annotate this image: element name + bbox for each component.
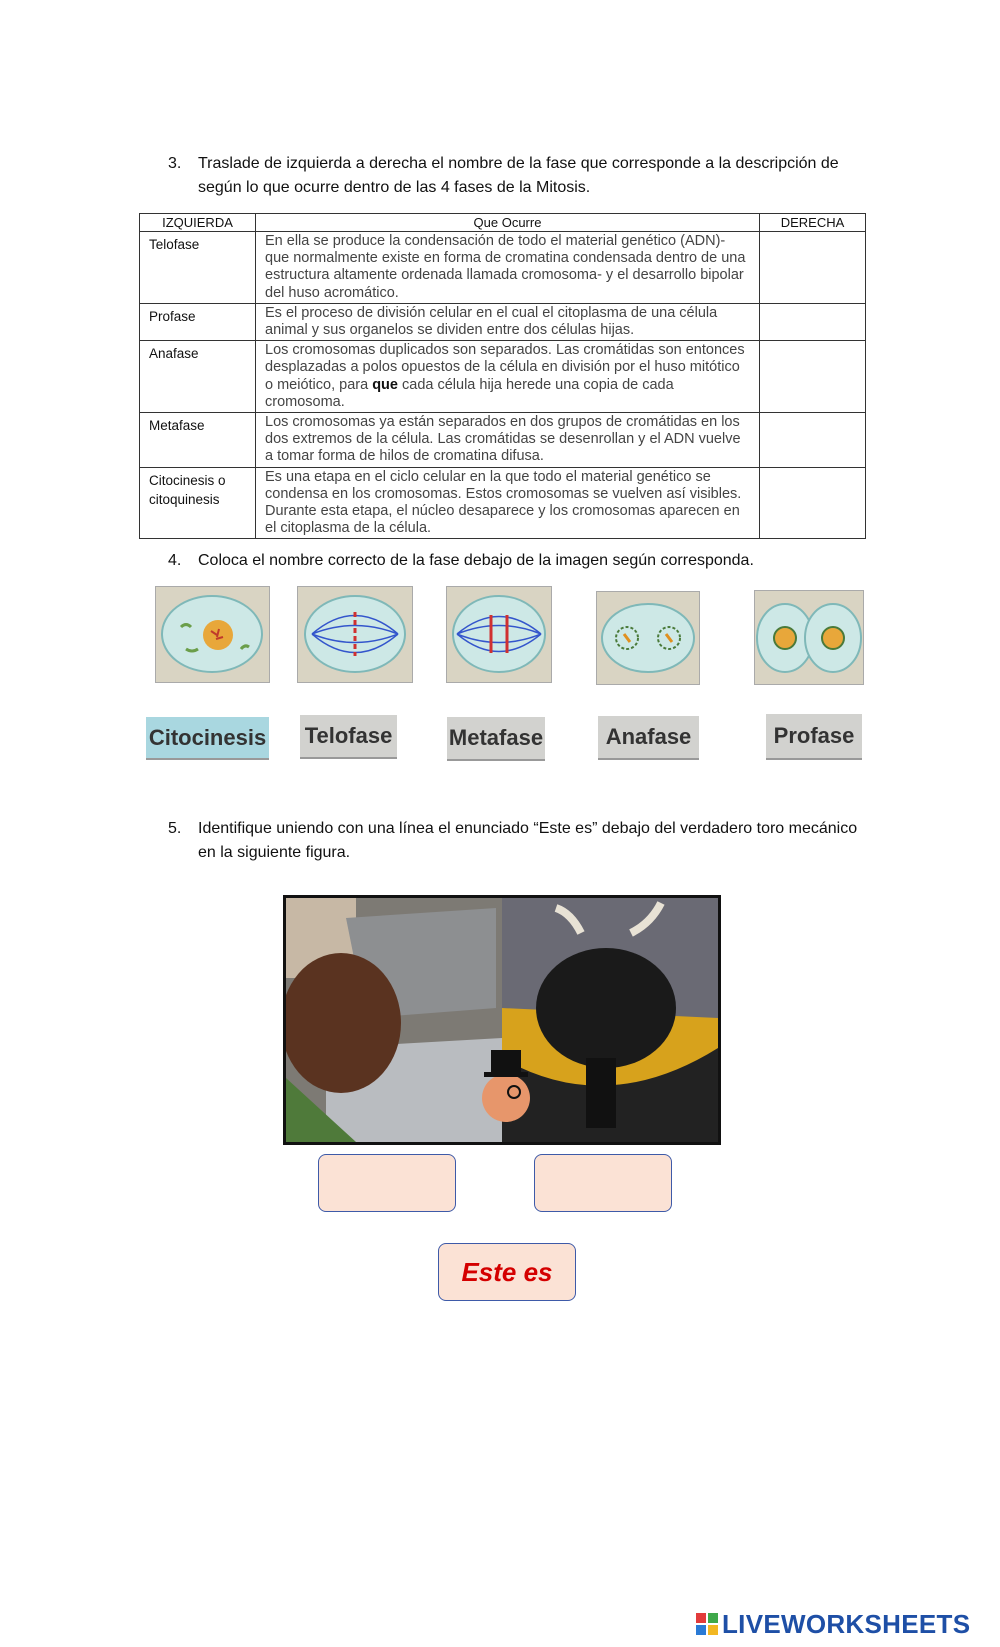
- description-cell: [256, 341, 760, 413]
- question-4: [168, 549, 868, 573]
- answer-cell[interactable]: [760, 303, 866, 340]
- question-3: [168, 152, 868, 200]
- left-cell: Metafase: [140, 413, 256, 468]
- brand-name: LIVEWORKSHEETS: [722, 1608, 971, 1639]
- description-cell: Los cromosomas ya están separados en dos grupos de cromátidas en los dos extremos de la célula. Las cromátidas se desenrollan y el ADN vuelve a tomar forma de hilos de cromatina difusa.: [256, 413, 760, 468]
- question-4-number: 4.: [168, 552, 182, 569]
- bull-photo: [283, 895, 721, 1145]
- cell-telophase-icon: [597, 592, 699, 684]
- question-3-text: Traslade de izquierda a derecha el nombre de la fase que corresponde a la descripción de según lo que ocurre dentro de las 4 fases de la Mitosis.: [198, 155, 839, 196]
- label-tile-4[interactable]: Anafase: [598, 716, 699, 760]
- answer-cell[interactable]: [760, 341, 866, 413]
- description-bold: que: [372, 376, 398, 393]
- label-tile-1[interactable]: Citocinesis: [146, 717, 269, 760]
- liveworksheets-logo-icon: [696, 1613, 718, 1635]
- cell-image-5: [754, 590, 864, 685]
- cell-cytokinesis-icon: [755, 591, 863, 684]
- label-tile-5[interactable]: Profase: [766, 714, 862, 760]
- label-tile-2[interactable]: Telofase: [300, 715, 397, 759]
- table-row: [140, 303, 866, 340]
- drop-box-left[interactable]: [318, 1154, 456, 1212]
- phase-table: [139, 213, 866, 539]
- brand-footer: [696, 1610, 970, 1638]
- cell-prophase-icon: [156, 587, 269, 682]
- left-cell: Telofase: [140, 232, 256, 304]
- table-row: [140, 413, 866, 468]
- left-cell: Anafase: [140, 341, 256, 413]
- table-row: [140, 341, 866, 413]
- description-text: cada célula hija herede una copia de cada cromosoma.: [265, 376, 674, 410]
- label-tile-3[interactable]: Metafase: [447, 717, 545, 761]
- description-cell: En ella se produce la condensación de todo el material genético (ADN)- que normalmente existe en forma de cromatina condensada dentro de una estructura altamente ordenada llamada cromosoma- y el desarrollo bipolar del huso acromático.: [256, 232, 760, 304]
- question-5-text: Identifique uniendo con una línea el enunciado “Este es” debajo del verdadero toro mecánico en la siguiente figura.: [198, 820, 858, 861]
- cell-anaphase-icon: [447, 587, 551, 682]
- header-que-ocurre: Que Ocurre: [256, 214, 760, 232]
- header-derecha: DERECHA: [760, 214, 866, 232]
- cell-metaphase-icon: [298, 587, 412, 682]
- header-izquierda: IZQUIERDA: [140, 214, 256, 232]
- question-4-text: Coloca el nombre correcto de la fase debajo de la imagen según corresponda.: [198, 552, 754, 569]
- table-row: [140, 467, 866, 539]
- question-5: [168, 817, 868, 865]
- description-text: Los cromosomas duplicados son separados. Las cromátidas son entonces desplazadas a polos opuestos de la célula en división por el huso mitótico o meiótico, para: [265, 342, 745, 393]
- question-3-number: 3.: [168, 155, 182, 172]
- bull-collage-icon: [286, 898, 718, 1142]
- cell-image-2: [297, 586, 413, 683]
- table-row: [140, 232, 866, 304]
- question-5-number: 5.: [168, 820, 182, 837]
- answer-cell[interactable]: [760, 413, 866, 468]
- drop-box-right[interactable]: [534, 1154, 672, 1212]
- description-cell: Es una etapa en el ciclo celular en la que todo el material genético se condensa en los cromosomas. Estos cromosomas se vuelven así visibles. Durante esta etapa, el núcleo desaparece y los cromosomas aparecen en el citoplasma de la célula.: [256, 467, 760, 539]
- left-cell: Citocinesis o citoquinesis: [140, 467, 256, 539]
- left-cell: Profase: [140, 303, 256, 340]
- cell-image-4: [596, 591, 700, 685]
- este-es-tag[interactable]: Este es: [438, 1243, 576, 1301]
- cell-image-1: [155, 586, 270, 683]
- description-cell: Es el proceso de división celular en el cual el citoplasma de una célula animal y sus organelos se dividen entre dos células hijas.: [256, 303, 760, 340]
- table-header-row: [140, 214, 866, 232]
- answer-cell[interactable]: [760, 232, 866, 304]
- cell-image-3: [446, 586, 552, 683]
- answer-cell[interactable]: [760, 467, 866, 539]
